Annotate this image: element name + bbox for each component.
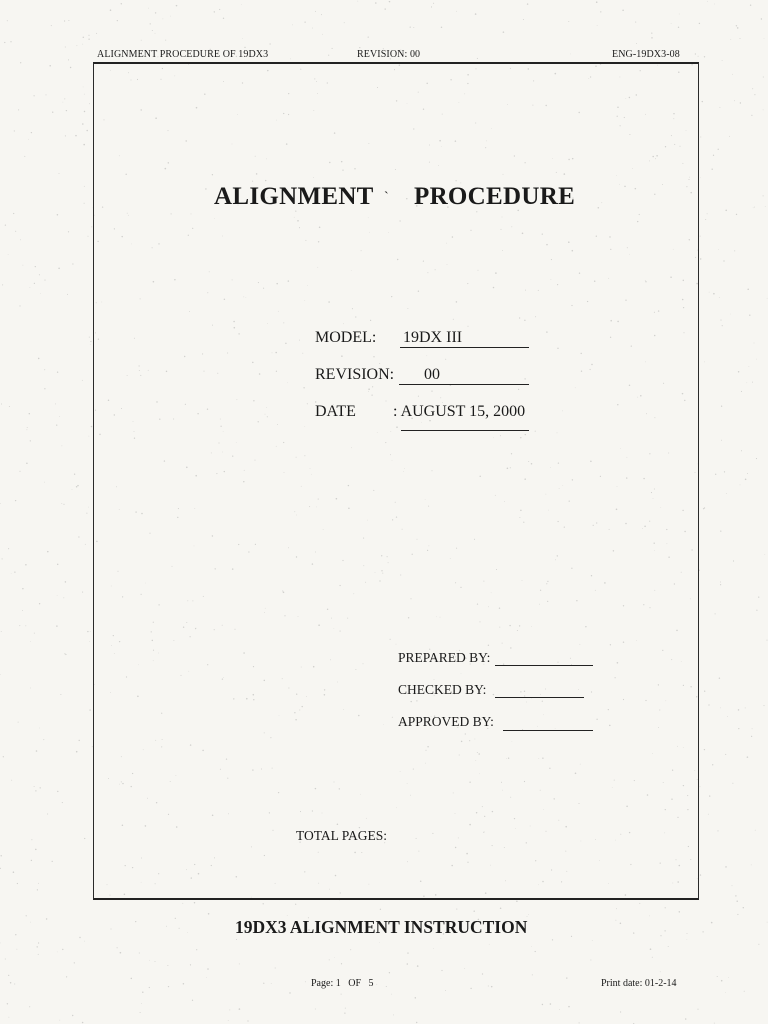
revision-underline [399,384,529,385]
title-stray-mark: ` [384,190,389,205]
header-revision: REVISION: 00 [357,49,421,60]
revision-value: 00 [424,366,440,383]
approved-by-line [503,730,593,731]
date-underline [401,430,529,431]
date-label: DATE [315,403,356,420]
model-value: 19DX III [403,329,463,346]
model-underline [400,347,529,348]
model-label: MODEL: [315,329,377,346]
revision-label: REVISION: [315,366,395,383]
checked-by-line [495,697,584,698]
header-document-code: ENG-19DX3-08 [612,49,680,60]
checked-by-label: CHECKED BY: [398,682,487,697]
footer-page-number: Page: 1 OF 5 [311,978,374,989]
prepared-by-label: PREPARED BY: [398,650,491,665]
title-word-procedure: PROCEDURE [414,183,576,210]
instruction-title: 19DX3 ALIGNMENT INSTRUCTION [235,917,528,937]
title-word-alignment: ALIGNMENT [214,183,374,210]
page-border-frame [93,62,699,900]
total-pages-label: TOTAL PAGES: [296,828,388,843]
prepared-by-line [495,665,593,666]
date-value: : AUGUST 15, 2000 [393,403,526,420]
approved-by-label: APPROVED BY: [398,714,494,729]
footer-print-date: Print date: 01-2-14 [601,978,677,989]
header-document-name: ALIGNMENT PROCEDURE OF 19DX3 [97,49,269,60]
